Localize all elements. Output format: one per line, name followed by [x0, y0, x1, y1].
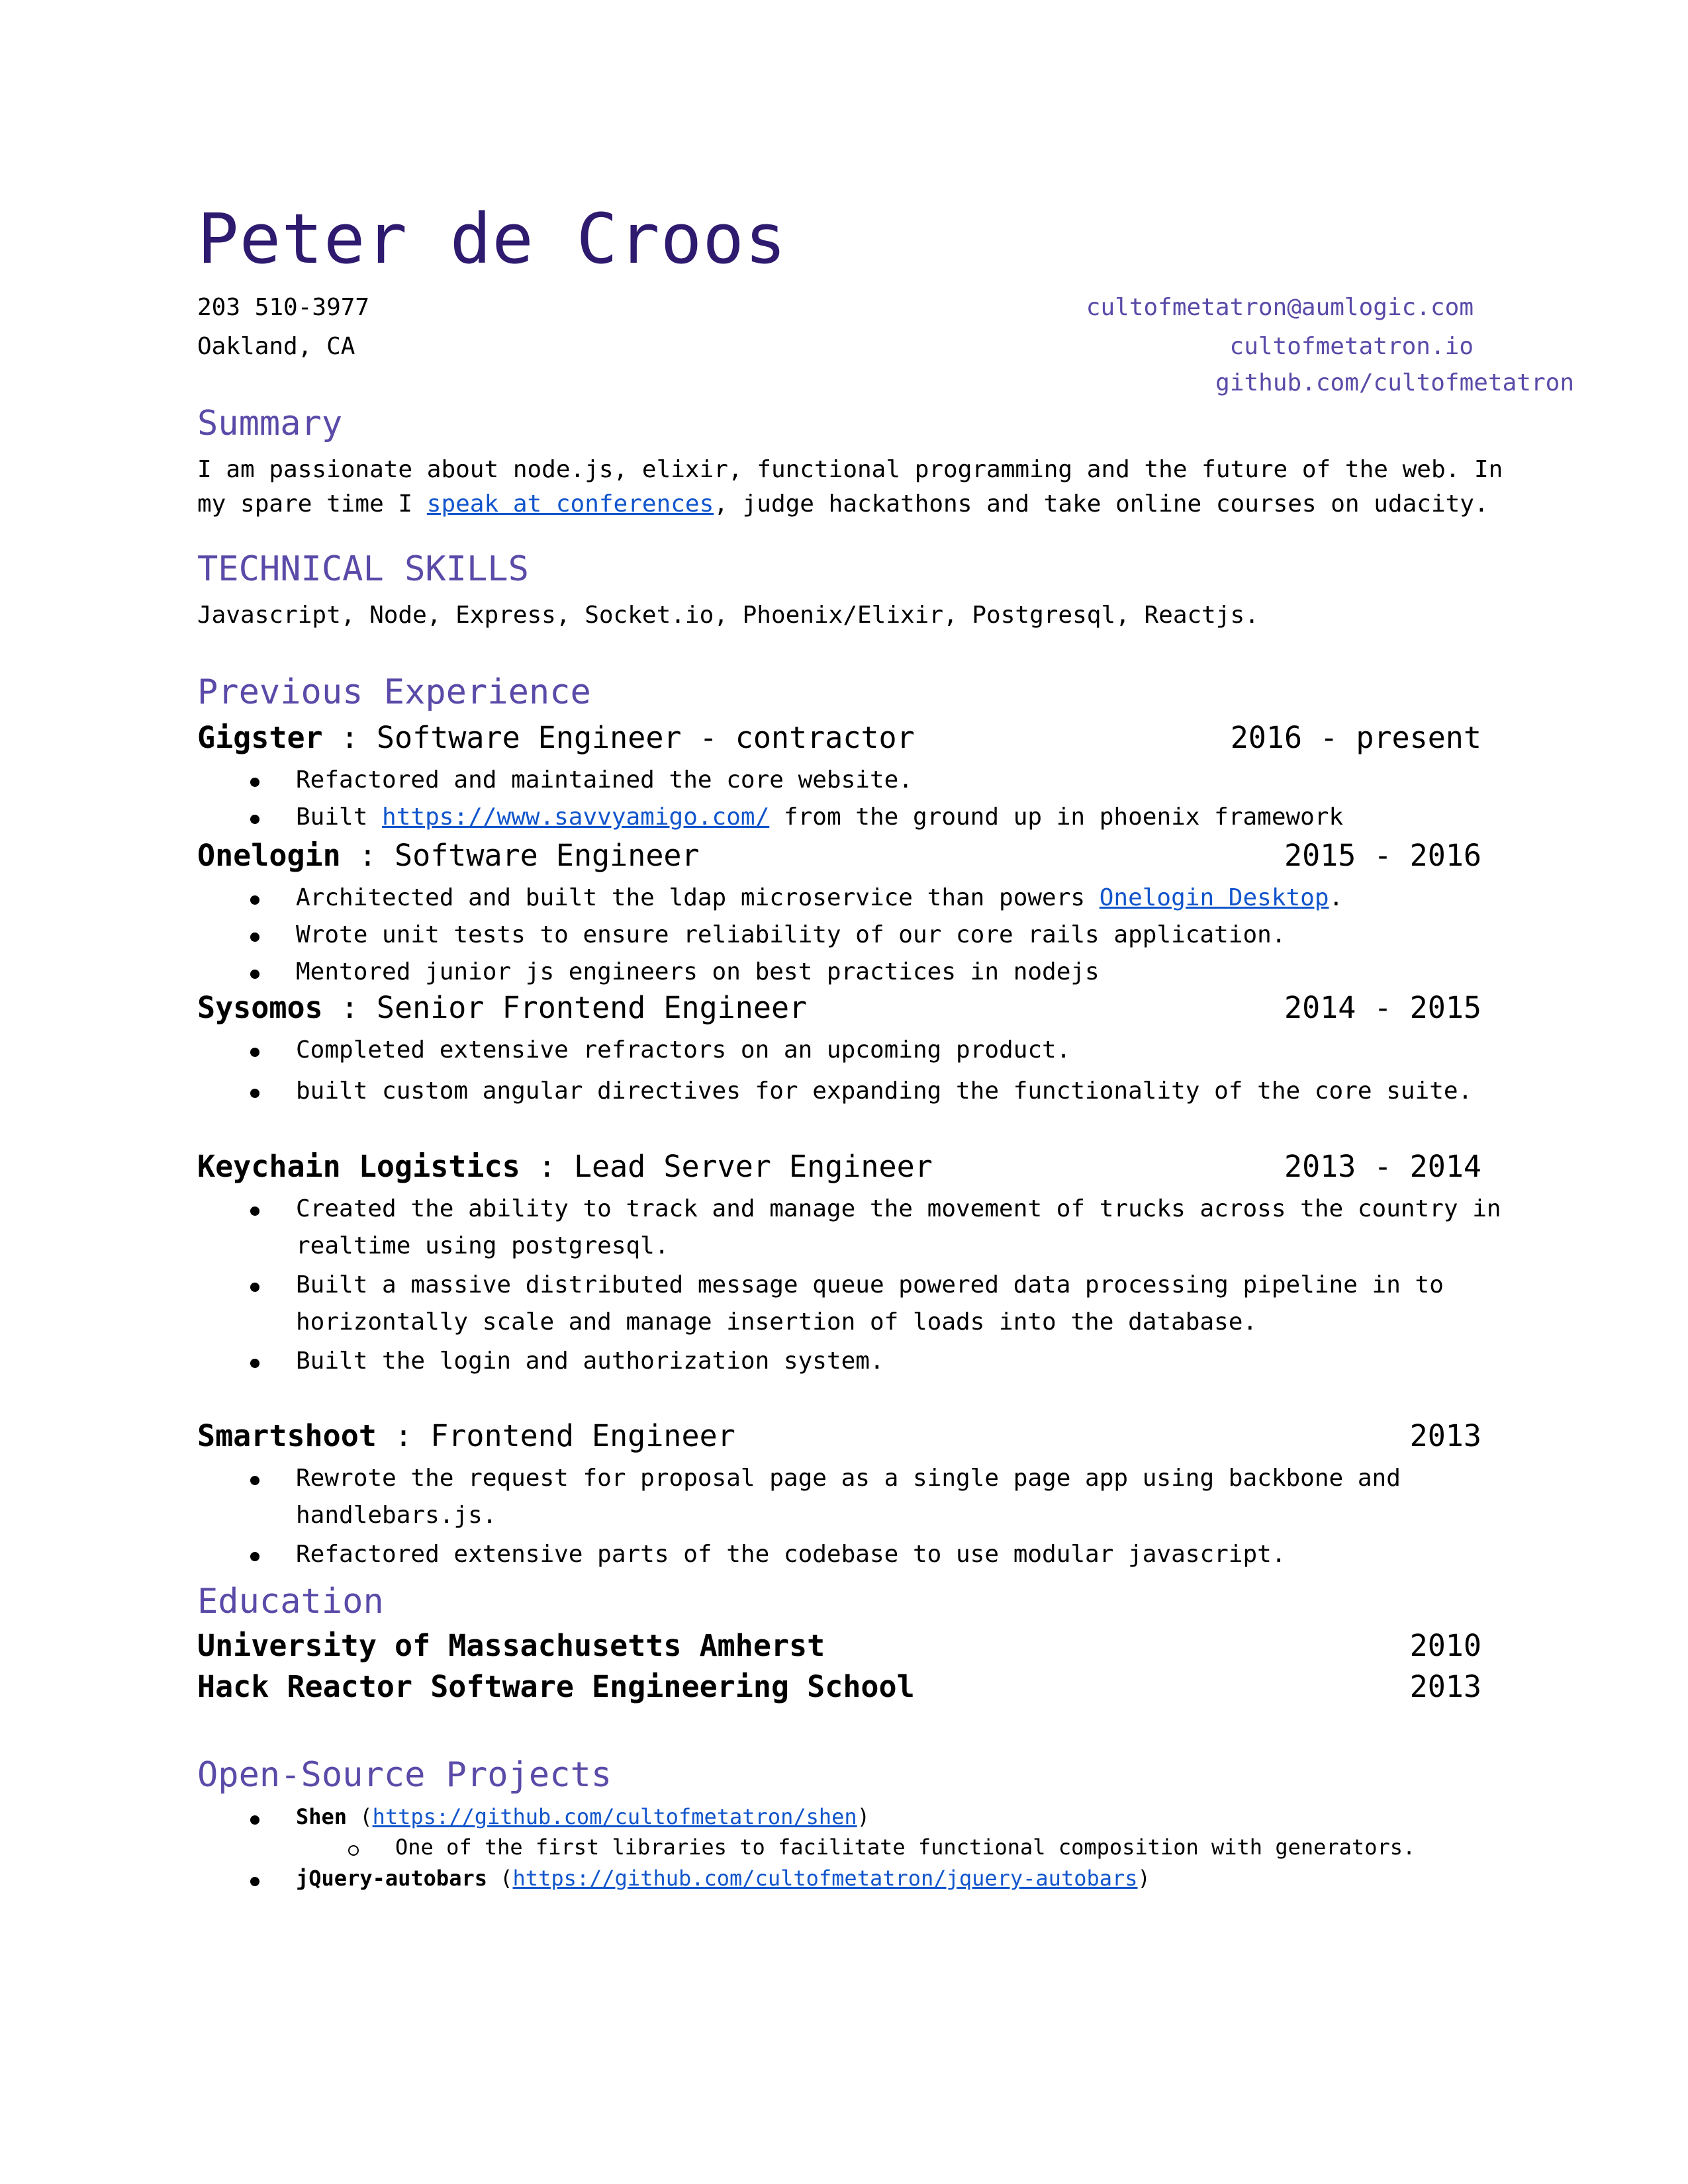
job-role: : Software Engineer [340, 838, 700, 873]
bullet-icon [250, 1476, 259, 1485]
job-role: : Senior Frontend Engineer [322, 990, 808, 1025]
company-name: Keychain Logistics [197, 1149, 520, 1184]
paren-close: ) [857, 1804, 870, 1829]
bullet-icon [250, 970, 259, 979]
list-item [296, 884, 1343, 911]
job-years: 2015 - 2016 [1284, 838, 1481, 873]
job-title-sysomos [197, 990, 807, 1025]
list-item: Completed extensive refractors on an upcoming product. [296, 1036, 1071, 1064]
list-item: Wrote unit tests to ensure reliability of our core rails application. [296, 921, 1286, 948]
job-title-keychain [197, 1149, 933, 1184]
education-year: 2010 [1409, 1628, 1481, 1663]
bullet-icon [250, 933, 259, 942]
bullet-icon [250, 1283, 259, 1292]
shen-link[interactable]: https://github.com/cultofmetatron/shen [372, 1804, 857, 1829]
list-item: Mentored junior js engineers on best practices in nodejs [296, 958, 1100, 985]
list-item: Built the login and authorization system. [296, 1347, 884, 1375]
job-title-onelogin [197, 838, 700, 873]
jquery-autobars-link[interactable]: https://github.com/cultofmetatron/jquery-autobars [512, 1866, 1138, 1891]
bullet-text: Built [296, 803, 383, 831]
education-year: 2013 [1409, 1669, 1481, 1704]
school-name: University of Massachusetts Amherst [197, 1628, 825, 1663]
onelogin-desktop-link[interactable]: Onelogin Desktop [1099, 884, 1329, 911]
savvyamigo-link[interactable]: https://www.savvyamigo.com/ [382, 803, 770, 831]
job-role: : Lead Server Engineer [520, 1149, 933, 1184]
bullet-text-end: . [1329, 884, 1344, 911]
skills-heading: TECHNICAL SKILLS [197, 549, 529, 589]
github-link[interactable]: github.com/cultofmetatron [1215, 369, 1574, 396]
project-name: jQuery-autobars [296, 1866, 487, 1891]
school-name: Hack Reactor Software Engineering School [197, 1669, 915, 1704]
summary-text-end: , judge hackathons and take online courses on udacity. [714, 490, 1489, 518]
bullet-icon [250, 1089, 259, 1098]
skills-text: Javascript, Node, Express, Socket.io, Phoenix/Elixir, Postgresql, Reactjs. [197, 602, 1259, 629]
list-item: Built a massive distributed message queue powered data processing pipeline in to [296, 1271, 1444, 1298]
bullet-text-end: from the ground up in phoenix framework [769, 803, 1344, 831]
bullet-icon [250, 895, 259, 905]
education-item [197, 1669, 915, 1704]
education-heading: Education [197, 1582, 384, 1621]
summary-line-1: I am passionate about node.js, elixir, functional programming and the future of the web. In [197, 456, 1503, 483]
resume-name: Peter de Croos [197, 199, 787, 279]
paren-close: ) [1137, 1866, 1150, 1891]
list-item: Created the ability to track and manage the movement of trucks across the country in [296, 1195, 1501, 1222]
job-years: 2013 [1409, 1418, 1481, 1453]
job-role: : Software Engineer - contractor [322, 720, 915, 755]
bullet-text: Architected and built the ldap microservice than powers [296, 884, 1100, 911]
bullet-icon [250, 1815, 259, 1825]
list-item: Refactored and maintained the core website. [296, 766, 913, 794]
bullet-icon [250, 1359, 259, 1368]
list-item-continued: handlebars.js. [296, 1502, 497, 1529]
list-item-continued: horizontally scale and manage insertion of loads into the database. [296, 1308, 1258, 1336]
list-item [296, 803, 1343, 831]
job-years: 2016 - present [1230, 720, 1481, 755]
bullet-icon [250, 1206, 259, 1216]
summary-line-2 [197, 487, 1489, 522]
job-title-gigster [197, 720, 915, 755]
list-item [296, 1866, 1150, 1891]
list-item [296, 1804, 870, 1829]
location: Oakland, CA [197, 333, 355, 360]
list-item: Rewrote the request for proposal page as a single page app using backbone and [296, 1465, 1401, 1492]
list-item-sub: One of the first libraries to facilitate functional composition with generators. [395, 1835, 1416, 1860]
summary-text: my spare time I [197, 490, 427, 518]
job-years: 2014 - 2015 [1284, 990, 1481, 1025]
job-years: 2013 - 2014 [1284, 1149, 1481, 1184]
project-name: Shen [296, 1804, 348, 1829]
phone-number: 203 510-3977 [197, 294, 370, 321]
company-name: Onelogin [197, 838, 341, 873]
paren-open: ( [487, 1866, 513, 1891]
bullet-icon [250, 778, 259, 787]
job-title-smartshoot [197, 1418, 735, 1453]
company-name: Smartshoot [197, 1418, 377, 1453]
education-item [197, 1628, 825, 1663]
company-name: Gigster [197, 720, 323, 755]
summary-heading: Summary [197, 404, 343, 443]
list-item-continued: realtime using postgresql. [296, 1232, 669, 1259]
job-role: : Frontend Engineer [376, 1418, 735, 1453]
website-link[interactable]: cultofmetatron.io [1229, 333, 1474, 360]
experience-heading: Previous Experience [197, 672, 591, 712]
paren-open: ( [347, 1804, 373, 1829]
projects-heading: Open-Source Projects [197, 1755, 612, 1795]
bullet-icon [250, 1877, 259, 1886]
sub-bullet-icon [348, 1845, 359, 1856]
list-item: built custom angular directives for expanding the functionality of the core suite. [296, 1077, 1473, 1105]
company-name: Sysomos [197, 990, 323, 1025]
bullet-icon [250, 1048, 259, 1057]
bullet-icon [250, 815, 259, 824]
list-item: Refactored extensive parts of the codebase to use modular javascript. [296, 1541, 1286, 1568]
email-link[interactable]: cultofmetatron@aumlogic.com [1086, 294, 1474, 321]
speak-at-conferences-link[interactable]: speak at conferences [426, 490, 714, 518]
bullet-icon [250, 1552, 259, 1561]
